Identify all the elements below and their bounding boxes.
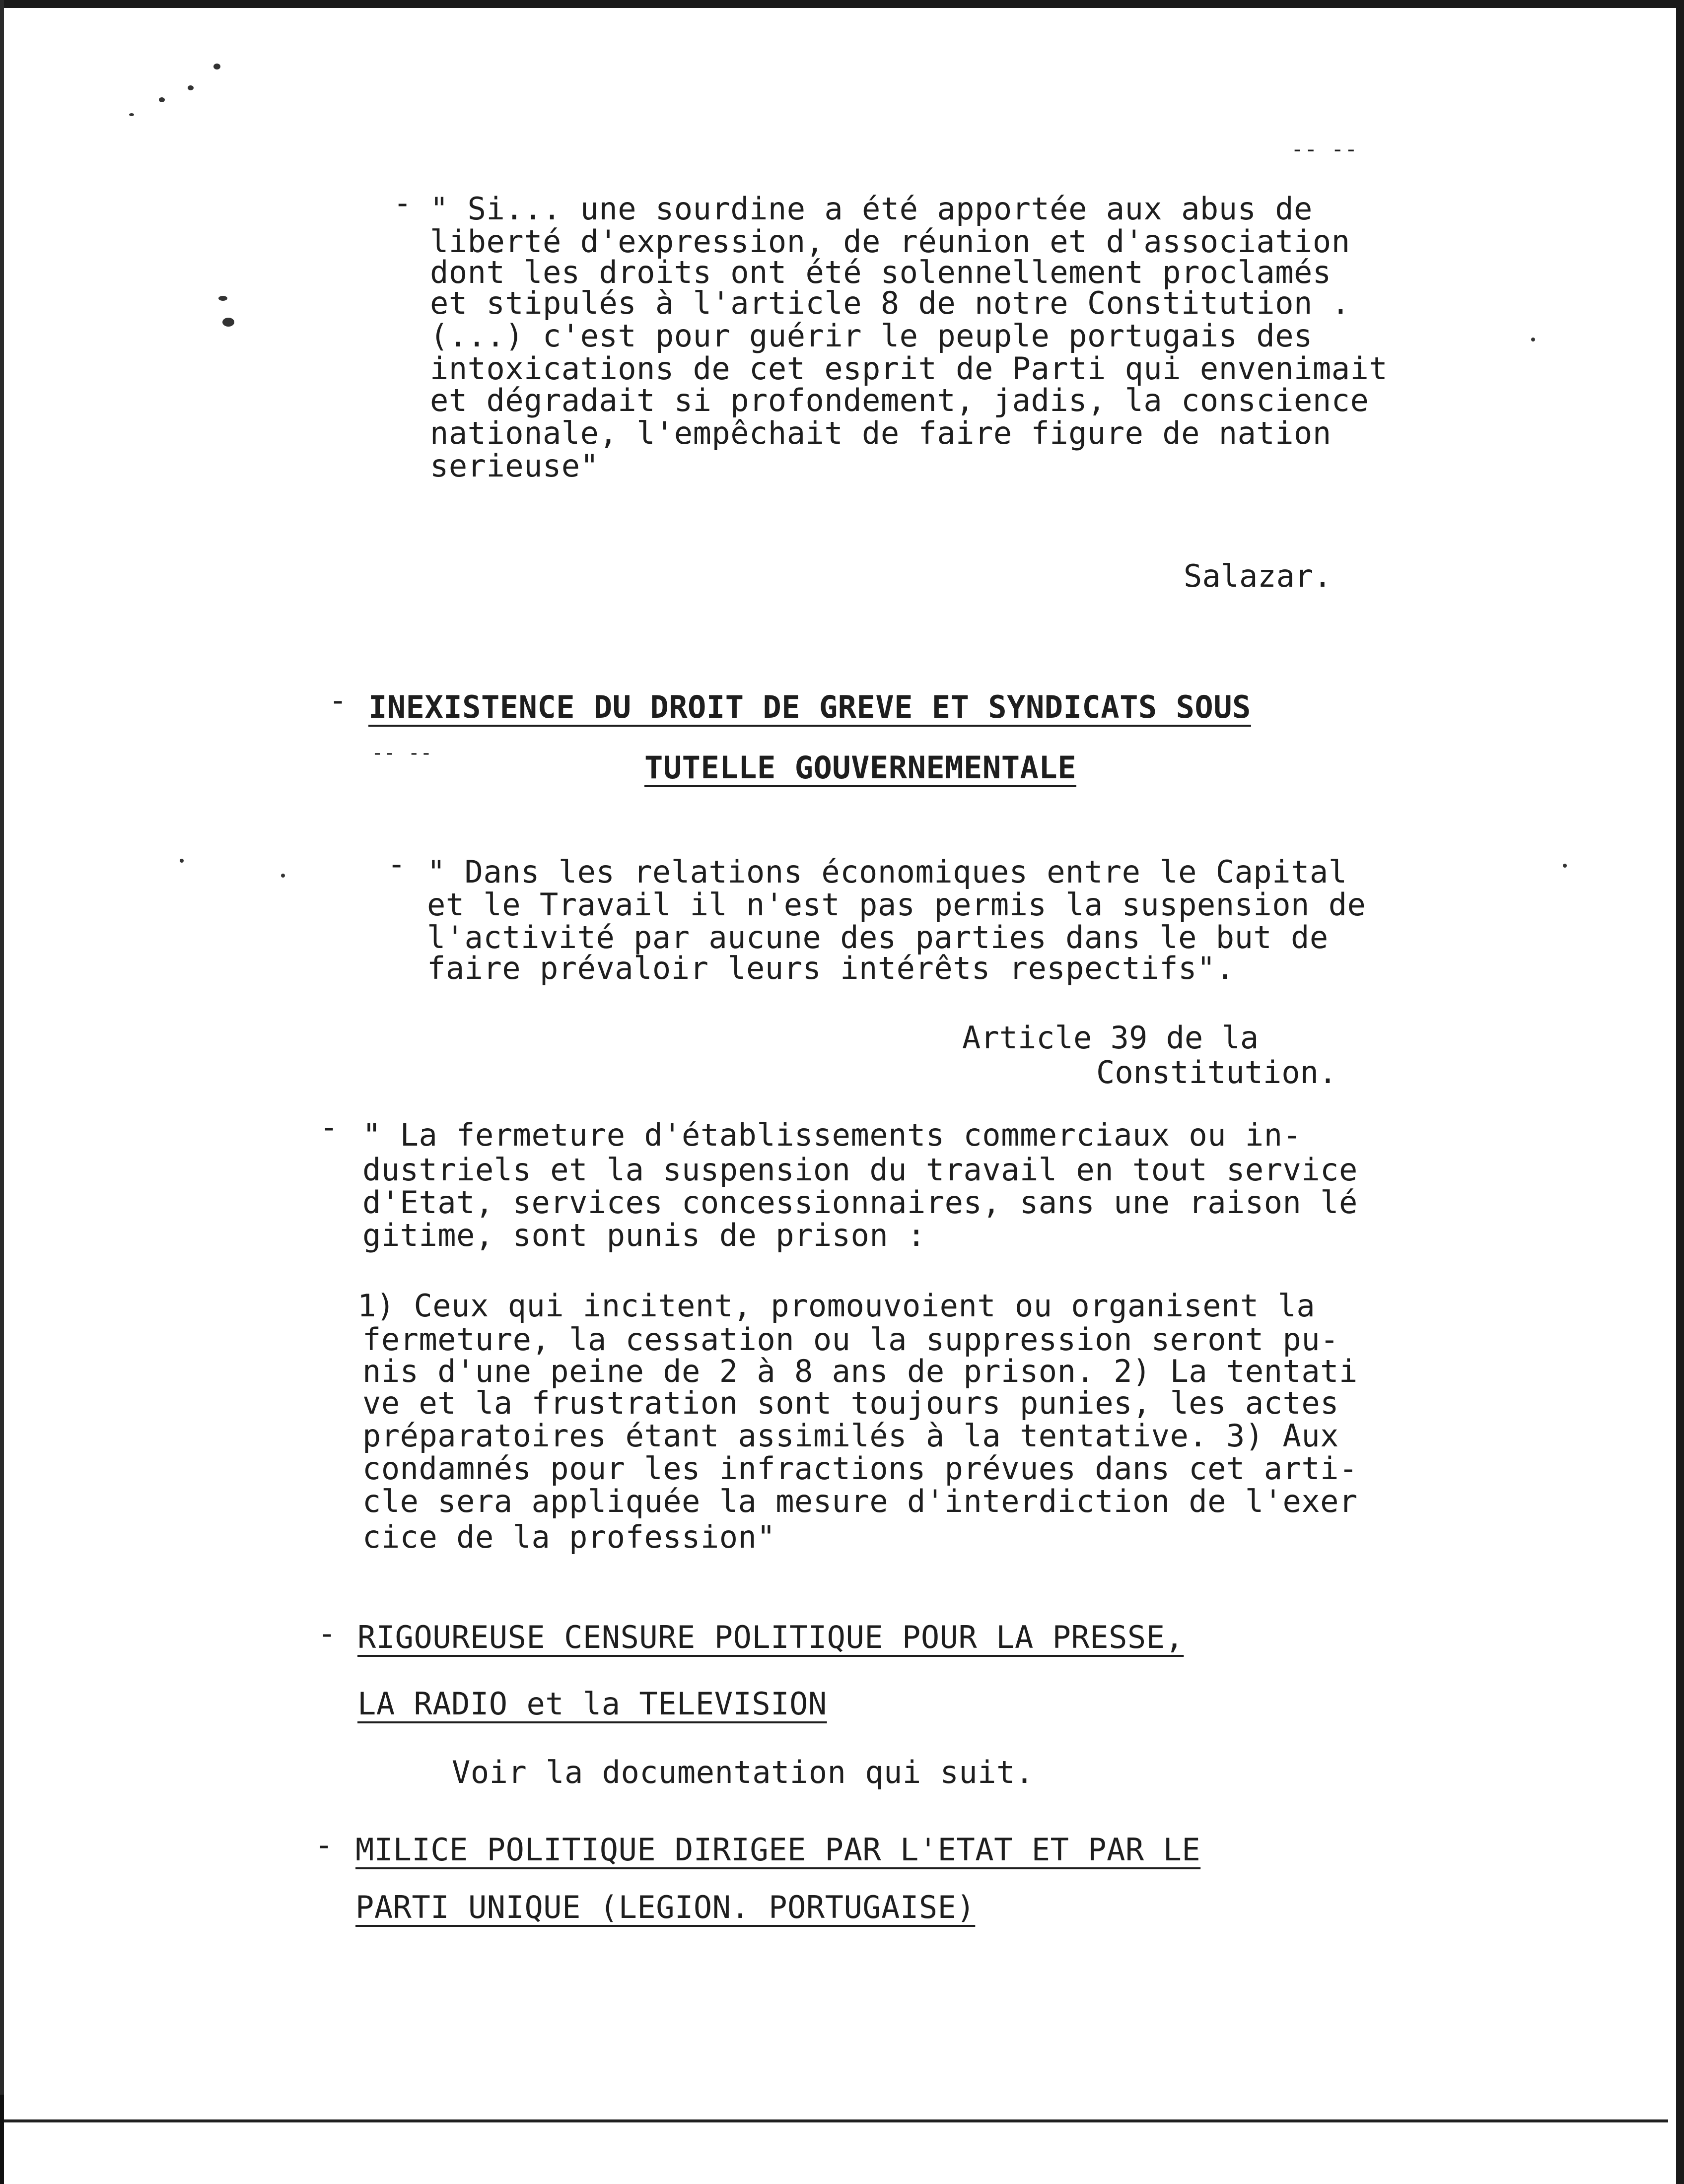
scan-speck bbox=[1531, 338, 1535, 341]
quote3-list-line: préparatoires étant assimilés à la tentative. 3) Aux bbox=[362, 1418, 1339, 1454]
scan-speck bbox=[281, 874, 285, 878]
quote3-dash: - bbox=[320, 1109, 339, 1145]
quote1-line: et stipulés à l'article 8 de notre Constitution . bbox=[430, 285, 1350, 321]
heading3-line1: MILICE POLITIQUE DIRIGEE PAR L'ETAT ET PAR LE bbox=[355, 1832, 1201, 1868]
quote1-line: liberté d'expression, de réunion et d'association bbox=[430, 223, 1350, 260]
quote1-line: et dégradait si profondement, jadis, la conscience bbox=[430, 382, 1369, 418]
scan-speck bbox=[159, 97, 165, 102]
quote3-list-line: cice de la profession" bbox=[362, 1519, 776, 1555]
heading2-dash: - bbox=[318, 1615, 337, 1651]
scan-speck bbox=[129, 113, 134, 116]
heading1-line1: INEXISTENCE DU DROIT DE GREVE ET SYNDICATS SOUS bbox=[368, 689, 1251, 725]
quote2-line: l'activité par aucune des parties dans le but de bbox=[427, 919, 1329, 956]
scan-speck bbox=[180, 859, 184, 863]
quote3-line: gitime, sont punis de prison : bbox=[362, 1217, 926, 1253]
scan-speck bbox=[218, 296, 227, 301]
scan-speck bbox=[1563, 864, 1567, 868]
quote2-dash: - bbox=[387, 846, 406, 882]
quote3-line: d'Etat, services concessionnaires, sans une raison lé bbox=[362, 1184, 1358, 1221]
heading2-line1: RIGOUREUSE CENSURE POLITIQUE POUR LA PRESSE, bbox=[357, 1619, 1184, 1655]
scan-edge-right bbox=[1676, 0, 1684, 2184]
quote2-line: et le Travail il n'est pas permis la suspension de bbox=[427, 887, 1366, 923]
heading1-dash: - bbox=[329, 682, 348, 718]
quote1-line: (...) c'est pour guérir le peuple portugais des bbox=[430, 318, 1313, 354]
scan-edge-top bbox=[0, 0, 1684, 8]
quote2-line: " Dans les relations économiques entre le Capital bbox=[427, 854, 1347, 890]
quote3-list-line: fermeture, la cessation ou la suppression seront pu- bbox=[362, 1321, 1339, 1358]
quote1-line: serieuse" bbox=[430, 448, 599, 484]
quote1-line: " Si... une sourdine a été apportée aux abus de bbox=[430, 191, 1313, 227]
heading2-line2: LA RADIO et la TELEVISION bbox=[357, 1686, 827, 1722]
heading2-note: Voir la documentation qui suit. bbox=[452, 1754, 1034, 1790]
scan-bottom-rule bbox=[0, 2119, 1668, 2122]
quote3-list-line: condamnés pour les infractions prévues dans cet arti- bbox=[362, 1450, 1358, 1487]
stray-marks: -- -- bbox=[371, 742, 432, 764]
scan-speck bbox=[213, 64, 220, 69]
scan-edge-left bbox=[0, 0, 4, 2184]
quote3-list-line: 1) Ceux qui incitent, promouvoient ou organisent la bbox=[357, 1288, 1316, 1324]
heading3-dash: - bbox=[315, 1827, 334, 1863]
heading1-line2: TUTELLE GOUVERNEMENTALE bbox=[644, 750, 1077, 786]
quote1-line: intoxications de cet esprit de Parti qui envenimait bbox=[430, 350, 1388, 387]
quote3-list-line: nis d'une peine de 2 à 8 ans de prison. 2) La tentati bbox=[362, 1353, 1358, 1389]
quote2-attribution-line2: Constitution. bbox=[1096, 1054, 1337, 1091]
quote1-dash: - bbox=[393, 185, 412, 221]
scan-bottom-tick bbox=[0, 2095, 4, 2184]
scan-speck bbox=[188, 85, 194, 90]
quote1-attribution: Salazar. bbox=[1184, 558, 1332, 594]
quote3-list-line: cle sera appliquée la mesure d'interdiction de l'exer bbox=[362, 1483, 1358, 1519]
quote1-line: nationale, l'empêchait de faire figure de nation bbox=[430, 415, 1332, 451]
quote3-list-line: ve et la frustration sont toujours punies, les actes bbox=[362, 1385, 1339, 1421]
quote3-line: dustriels et la suspension du travail en tout service bbox=[362, 1152, 1358, 1188]
quote3-line: " La fermeture d'établissements commerciaux ou in- bbox=[362, 1117, 1302, 1153]
quote2-attribution-line1: Article 39 de la bbox=[962, 1020, 1259, 1056]
quote2-line: faire prévaloir leurs intérêts respectifs". bbox=[427, 950, 1235, 986]
page-mark: -- -- bbox=[1291, 136, 1358, 162]
scan-speck bbox=[222, 318, 234, 327]
heading3-line2: PARTI UNIQUE (LEGION. PORTUGAISE) bbox=[355, 1889, 976, 1925]
quote1-line: dont les droits ont été solennellement proclamés bbox=[430, 254, 1332, 290]
